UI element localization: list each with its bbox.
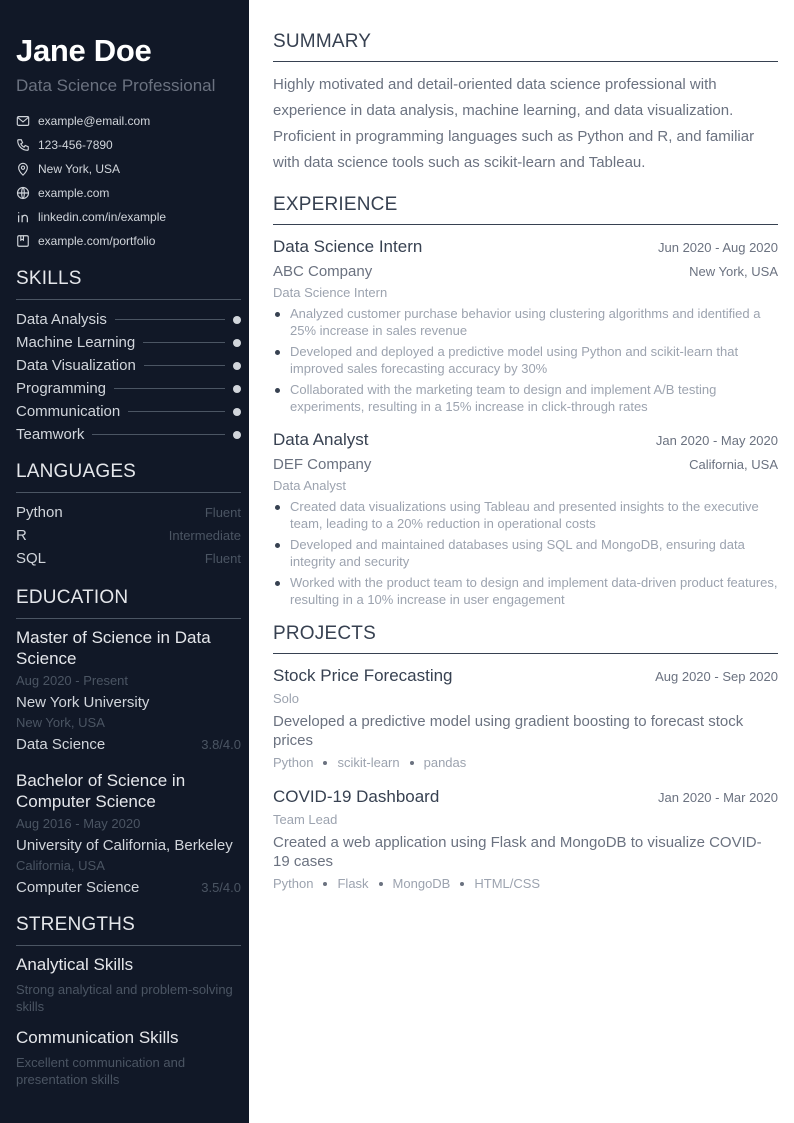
contact-email-text: example@email.com [38,114,151,128]
project-tag: MongoDB [392,876,451,891]
contact-location-text: New York, USA [38,162,121,176]
contact-portfolio-text: example.com/portfolio [38,234,156,248]
education-location: California, USA [16,858,105,873]
job-title: Data Analyst [273,430,369,449]
job-bullets [273,498,778,608]
job-bullet: Analyzed customer purchase behavior using clustering algorithms and identified a 25% increase in sales revenue [273,305,778,339]
contact-location [16,157,241,181]
tag-separator [323,882,327,886]
project-item [273,786,778,893]
main-content [273,30,778,907]
skill-dot [233,362,241,370]
name-heading: Jane Doe [16,33,152,68]
project-dates: Jan 2020 - Mar 2020 [658,790,778,805]
project-tag: Python [273,876,314,891]
skill-item [16,308,241,331]
skill-label: Communication [16,403,121,420]
contact-linkedin[interactable] [16,205,241,229]
skill-divider [115,319,225,320]
strength-item [16,954,241,1015]
education-field-row [16,877,241,899]
language-level: Fluent [204,551,241,566]
summary-heading: SUMMARY [273,30,778,62]
contact-linkedin-text: linkedin.com/in/example [38,210,167,224]
education-degree: Master of Science in Data Science [16,628,211,668]
skill-dot [233,385,241,393]
project-tag: HTML/CSS [474,876,541,891]
project-role: Solo [273,691,300,706]
experience-item [273,236,778,415]
job-bullet: Worked with the product team to design and implement data-driven product features, resulting in a 10% increase in user engagement [273,574,778,608]
project-tag: Flask [337,876,369,891]
language-item [16,524,241,547]
education-field: Data Science [16,736,106,753]
project-description: Developed a predictive model using gradient boosting to forecast stock prices [273,713,744,749]
skill-item [16,354,241,377]
skill-dot [233,316,241,324]
contact-website-text: example.com [38,186,110,200]
skill-divider [143,342,225,343]
sidebar [0,0,249,1123]
skills-list [16,308,241,446]
tag-separator [460,882,464,886]
language-name: R [16,527,27,544]
job-company: DEF Company [273,456,372,473]
job-title: Data Science Intern [273,237,423,256]
education-school: University of California, Berkeley [16,837,233,854]
skill-label: Programming [16,380,107,397]
project-description: Created a web application using Flask and MongoDB to visualize COVID-19 cases [273,834,762,870]
job-bullet: Developed and maintained databases using SQL and MongoDB, ensuring data integrity and security [273,536,778,570]
location-icon [16,162,30,176]
tag-separator [323,761,327,765]
job-location: California, USA [689,457,778,472]
contact-phone-text: 123-456-7890 [38,138,113,152]
skill-divider [114,388,225,389]
strength-title: Communication Skills [16,1028,179,1047]
languages-list [16,501,241,570]
skill-item [16,377,241,400]
job-bullet: Collaborated with the marketing team to design and implement A/B testing experiments, resulting in a 15% increase in click-through rates [273,381,778,415]
project-tag: scikit-learn [337,755,400,770]
professional-title: Data Science Professional [16,76,216,95]
contact-phone[interactable] [16,133,241,157]
tag-separator [410,761,414,765]
phone-icon [16,138,30,152]
skill-label: Machine Learning [16,334,136,351]
language-item [16,547,241,570]
email-icon [16,114,30,128]
project-tags [273,754,778,772]
project-tag: pandas [423,755,467,770]
language-item [16,501,241,524]
project-title: COVID-19 Dashboard [273,787,440,806]
skill-item [16,331,241,354]
job-bullets [273,305,778,415]
skill-label: Data Analysis [16,311,107,328]
language-level: Fluent [204,505,241,520]
strength-title: Analytical Skills [16,955,134,974]
education-list [16,627,241,899]
education-gpa: 3.5/4.0 [201,880,241,895]
skill-divider [144,365,225,366]
job-bullet: Developed and deployed a predictive model using Python and scikit-learn that improved sales forecasting accuracy by 30% [273,343,778,377]
tag-separator [379,882,383,886]
job-location: New York, USA [689,264,778,279]
strength-item [16,1027,241,1088]
job-dates: Jan 2020 - May 2020 [655,433,778,448]
strengths-heading: STRENGTHS [16,913,241,946]
linkedin-icon [16,210,30,224]
skill-item [16,423,241,446]
job-role: Data Analyst [273,478,346,493]
education-location: New York, USA [16,715,105,730]
projects-heading: PROJECTS [273,622,778,654]
contact-email[interactable] [16,109,241,133]
skill-dot [233,339,241,347]
education-heading: EDUCATION [16,586,241,619]
education-date: Aug 2020 - Present [16,673,129,688]
job-company: ABC Company [273,263,373,280]
education-item [16,770,241,899]
education-item [16,627,241,756]
language-name: Python [16,504,63,521]
experience-heading: EXPERIENCE [273,193,778,225]
contact-list [16,109,241,253]
project-tags [273,875,778,893]
summary-text: Highly motivated and detail-oriented data science professional with experience in data analysis, machine learning, and data visualization. Proficient in programming languages such as Python and R, and familiar with data science tools such as scikit-learn and Tableau. [273,76,755,171]
education-degree: Bachelor of Science in Computer Science [16,771,186,811]
project-role: Team Lead [273,812,338,827]
education-field: Computer Science [16,879,140,896]
project-dates: Aug 2020 - Sep 2020 [655,669,778,684]
skill-divider [128,411,225,412]
education-date: Aug 2016 - May 2020 [16,816,141,831]
strength-description: Strong analytical and problem-solving skills [16,982,233,1014]
contact-website[interactable] [16,181,241,205]
language-level: Intermediate [168,528,241,543]
project-item [273,665,778,772]
education-field-row [16,734,241,756]
job-role: Data Science Intern [273,285,388,300]
education-school: New York University [16,694,150,711]
project-title: Stock Price Forecasting [273,666,453,685]
experience-item [273,429,778,608]
strengths-list [16,954,241,1088]
education-gpa: 3.8/4.0 [201,737,241,752]
skills-heading: SKILLS [16,267,241,300]
portfolio-icon [16,234,30,248]
skill-dot [233,431,241,439]
skill-label: Data Visualization [16,357,136,374]
strength-description: Excellent communication and presentation skills [16,1055,186,1087]
globe-icon [16,186,30,200]
languages-heading: LANGUAGES [16,460,241,493]
skill-label: Teamwork [16,426,85,443]
skill-item [16,400,241,423]
skill-dot [233,408,241,416]
job-dates: Jun 2020 - Aug 2020 [658,240,778,255]
project-tag: Python [273,755,314,770]
language-name: SQL [16,550,47,567]
contact-portfolio[interactable] [16,229,241,253]
skill-divider [92,434,225,435]
job-bullet: Created data visualizations using Tableau and presented insights to the executive team, leading to a 20% reduction in operational costs [273,498,778,532]
